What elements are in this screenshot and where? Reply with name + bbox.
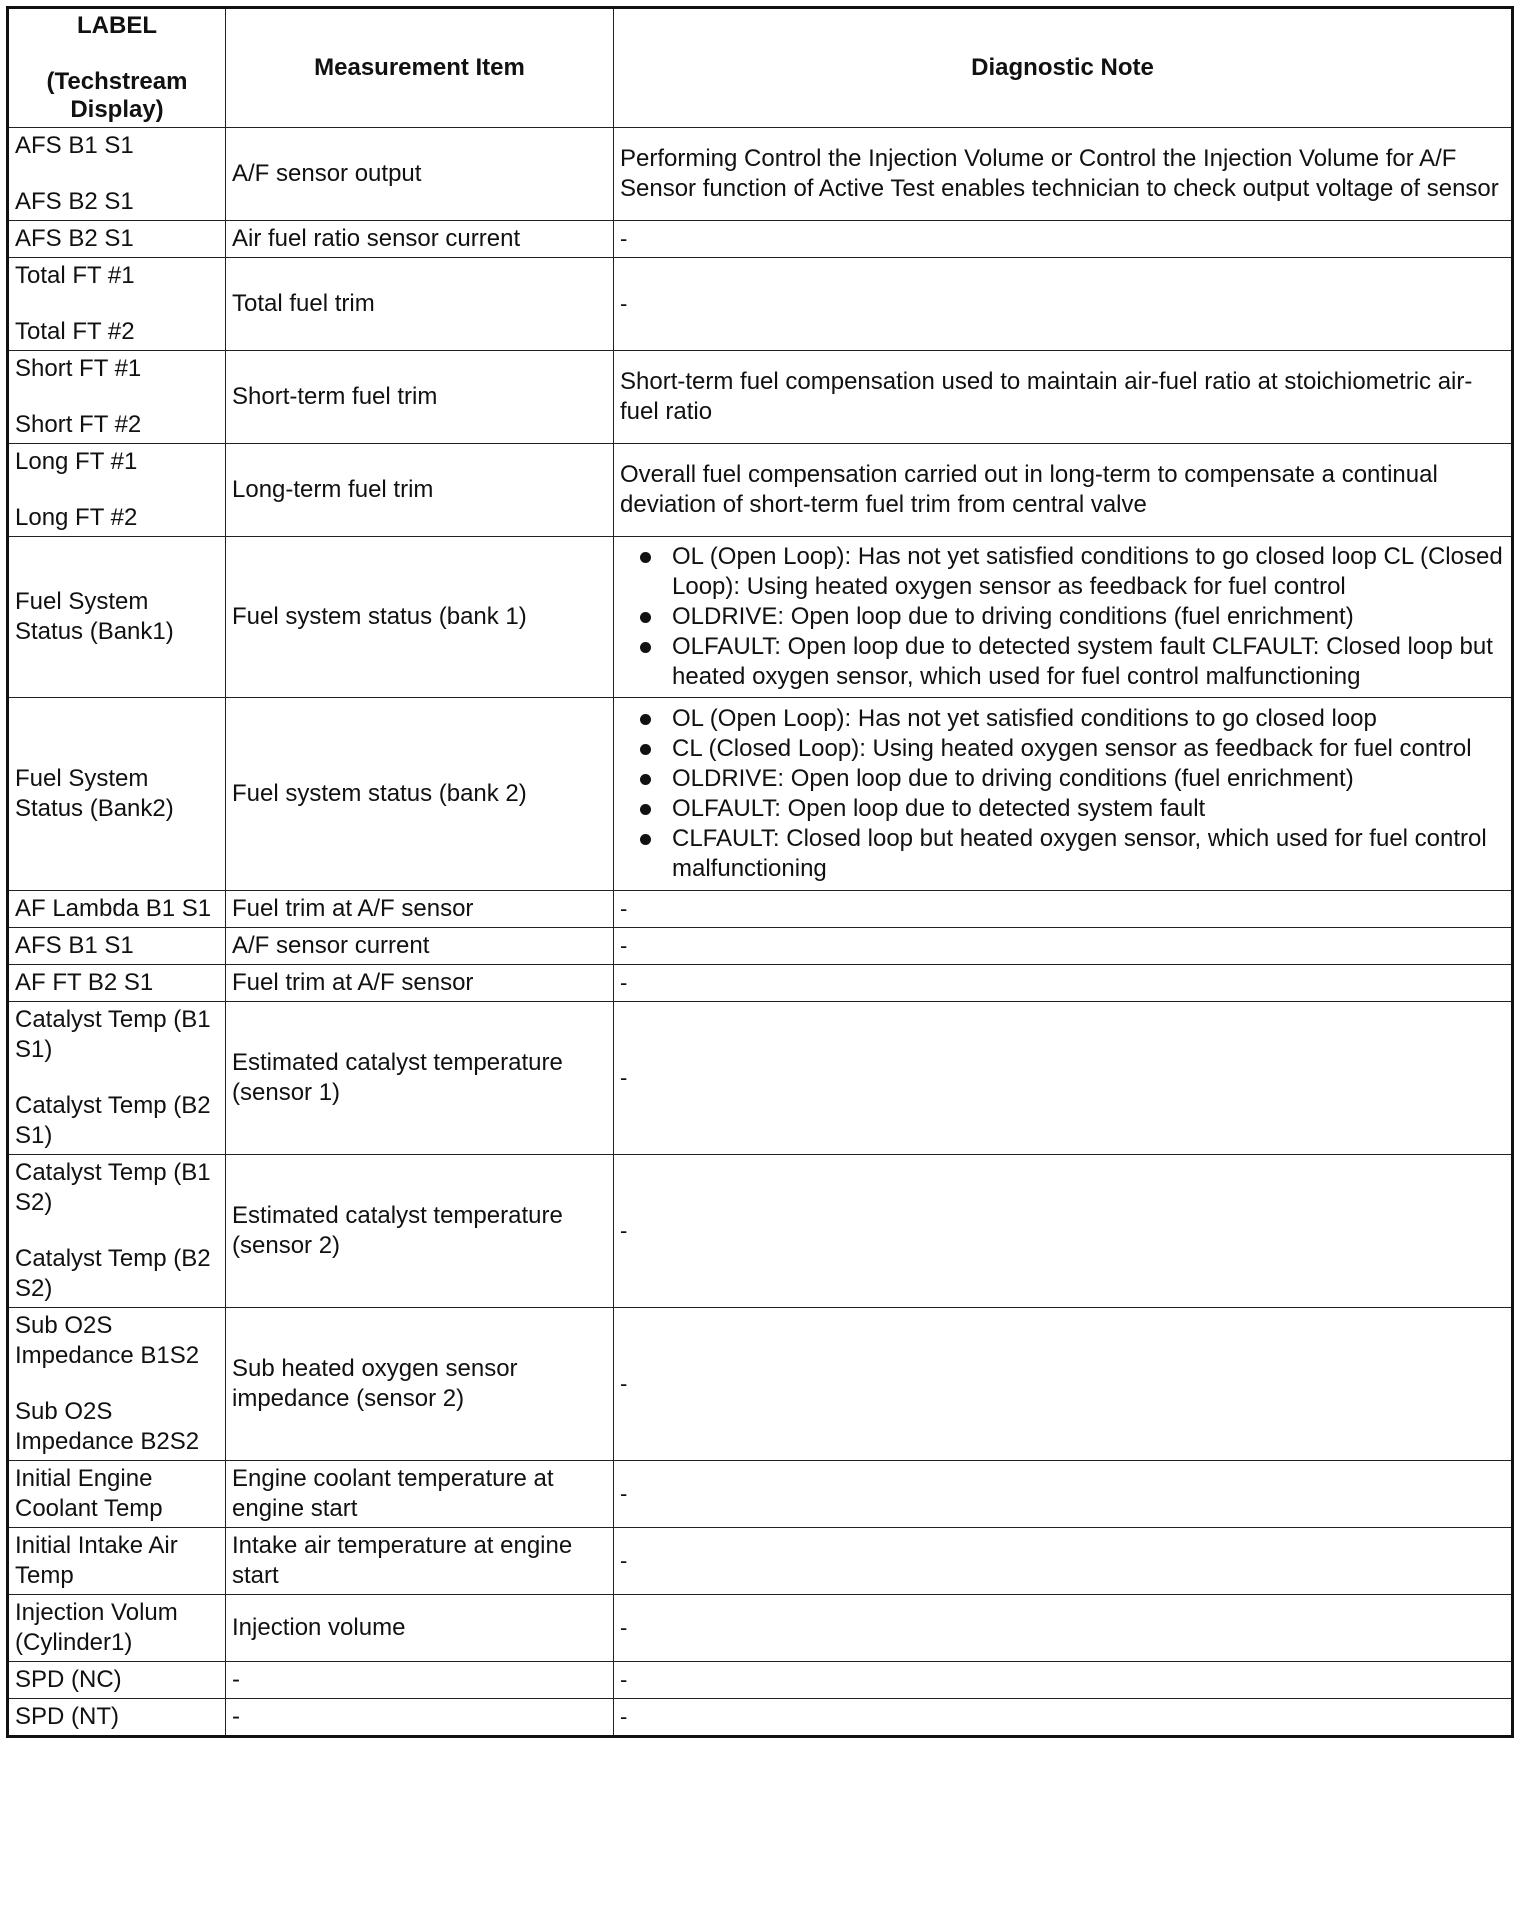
table-row — [8, 537, 1513, 698]
label-text: Sub O2S Impedance B2S2 — [15, 1398, 200, 1455]
label-text: SPD (NT) — [15, 1703, 119, 1730]
cell-measurement-item: Air fuel ratio sensor current — [226, 221, 614, 258]
label-text: AF Lambda B1 S1 — [15, 895, 212, 922]
cell-measurement-item: A/F sensor output — [226, 128, 614, 221]
label-text: Initial Engine Coolant Temp — [15, 1465, 163, 1522]
cell-label — [8, 928, 226, 965]
cell-label — [8, 1595, 226, 1662]
label-text: Injection Volum (Cylinder1) — [15, 1599, 178, 1656]
label-text: Catalyst Temp (B1 S2) — [15, 1159, 211, 1216]
label-text: Short FT #1 — [15, 355, 142, 382]
cell-diagnostic-note: - — [614, 258, 1513, 351]
bullet-item: OL (Open Loop): Has not yet satisfied conditions to go closed loop — [668, 704, 1505, 734]
table-row — [8, 1002, 1513, 1155]
table-header-row — [8, 8, 1513, 128]
diagnostic-bullet-list — [620, 704, 1505, 884]
cell-diagnostic-note: Overall fuel compensation carried out in long-term to compensate a continual deviation of short-term fuel trim from central valve — [614, 444, 1513, 537]
cell-label — [8, 351, 226, 444]
label-text: Sub O2S Impedance B1S2 — [15, 1312, 200, 1369]
table-row — [8, 1595, 1513, 1662]
label-text: AFS B1 S1 — [15, 132, 134, 159]
table-row — [8, 1461, 1513, 1528]
label-text: Initial Intake Air Temp — [15, 1532, 178, 1589]
cell-measurement-item: Estimated catalyst temperature (sensor 2) — [226, 1155, 614, 1308]
cell-diagnostic-note: - — [614, 1595, 1513, 1662]
label-text: Short FT #2 — [15, 411, 142, 438]
bullet-item: CL (Closed Loop): Using heated oxygen sensor as feedback for fuel control — [668, 734, 1505, 764]
table-row — [8, 1662, 1513, 1699]
table-row — [8, 891, 1513, 928]
cell-label — [8, 891, 226, 928]
cell-measurement-item: Total fuel trim — [226, 258, 614, 351]
cell-label — [8, 444, 226, 537]
label-text: SPD (NC) — [15, 1666, 122, 1693]
cell-label — [8, 1155, 226, 1308]
label-text: AFS B2 S1 — [15, 188, 134, 215]
label-text: AF FT B2 S1 — [15, 969, 154, 996]
cell-label — [8, 1662, 226, 1699]
bullet-item: OLFAULT: Open loop due to detected system fault CLFAULT: Closed loop but heated oxygen sensor, which used for fuel control malfunctioning — [668, 632, 1505, 692]
label-text: Total FT #1 — [15, 262, 135, 289]
label-text: Catalyst Temp (B1 S1) — [15, 1006, 211, 1063]
cell-label — [8, 128, 226, 221]
table-row — [8, 698, 1513, 891]
cell-diagnostic-note: - — [614, 1461, 1513, 1528]
diagnostic-bullet-list — [620, 542, 1505, 692]
cell-label — [8, 537, 226, 698]
cell-measurement-item: Intake air temperature at engine start — [226, 1528, 614, 1595]
cell-measurement-item: Engine coolant temperature at engine start — [226, 1461, 614, 1528]
bullet-item: OL (Open Loop): Has not yet satisfied conditions to go closed loop CL (Closed Loop): Using heated oxygen sensor as feedback for fuel control — [668, 542, 1505, 602]
cell-diagnostic-note: - — [614, 1699, 1513, 1737]
label-text: Catalyst Temp (B2 S2) — [15, 1245, 211, 1302]
cell-measurement-item: Fuel system status (bank 2) — [226, 698, 614, 891]
cell-diagnostic-note: - — [614, 1528, 1513, 1595]
cell-diagnostic-note — [614, 698, 1513, 891]
cell-diagnostic-note: - — [614, 965, 1513, 1002]
cell-diagnostic-note — [614, 537, 1513, 698]
table-row — [8, 1699, 1513, 1737]
cell-measurement-item: Fuel trim at A/F sensor — [226, 965, 614, 1002]
cell-label — [8, 965, 226, 1002]
label-text: Long FT #1 — [15, 448, 138, 475]
cell-measurement-item: - — [226, 1699, 614, 1737]
cell-measurement-item: Sub heated oxygen sensor impedance (sensor 2) — [226, 1308, 614, 1461]
label-text: Total FT #2 — [15, 318, 135, 345]
label-text: AFS B2 S1 — [15, 225, 134, 252]
header-label — [8, 8, 226, 128]
cell-label — [8, 221, 226, 258]
table-row — [8, 221, 1513, 258]
label-text: Fuel System Status (Bank1) — [15, 588, 174, 645]
bullet-item: CLFAULT: Closed loop but heated oxygen sensor, which used for fuel control malfunctioning — [668, 824, 1505, 884]
table-row — [8, 1308, 1513, 1461]
cell-label — [8, 1699, 226, 1737]
cell-measurement-item: Short-term fuel trim — [226, 351, 614, 444]
table-row — [8, 965, 1513, 1002]
cell-diagnostic-note: - — [614, 1308, 1513, 1461]
table-row — [8, 1155, 1513, 1308]
cell-label — [8, 698, 226, 891]
table-body — [8, 128, 1513, 1737]
label-text: Fuel System Status (Bank2) — [15, 765, 174, 822]
table-row — [8, 128, 1513, 221]
table-row — [8, 444, 1513, 537]
cell-label — [8, 1002, 226, 1155]
cell-diagnostic-note: - — [614, 928, 1513, 965]
cell-diagnostic-note: - — [614, 891, 1513, 928]
header-diagnostic-note: Diagnostic Note — [614, 8, 1513, 128]
table-row — [8, 928, 1513, 965]
bullet-item: OLDRIVE: Open loop due to driving conditions (fuel enrichment) — [668, 764, 1505, 794]
cell-measurement-item: - — [226, 1662, 614, 1699]
cell-diagnostic-note: - — [614, 1002, 1513, 1155]
label-text: Catalyst Temp (B2 S1) — [15, 1092, 211, 1149]
cell-label — [8, 1308, 226, 1461]
cell-label — [8, 1528, 226, 1595]
data-list-table — [6, 6, 1514, 1738]
cell-diagnostic-note: - — [614, 1155, 1513, 1308]
cell-label — [8, 1461, 226, 1528]
header-measurement-item: Measurement Item — [226, 8, 614, 128]
header-label-title: LABEL — [77, 12, 157, 39]
cell-label — [8, 258, 226, 351]
bullet-item: OLFAULT: Open loop due to detected system fault — [668, 794, 1505, 824]
header-label-subtitle: (Techstream Display) — [46, 68, 188, 123]
cell-measurement-item: Fuel trim at A/F sensor — [226, 891, 614, 928]
cell-measurement-item: Estimated catalyst temperature (sensor 1) — [226, 1002, 614, 1155]
table-row — [8, 351, 1513, 444]
cell-measurement-item: Fuel system status (bank 1) — [226, 537, 614, 698]
cell-diagnostic-note: Short-term fuel compensation used to maintain air-fuel ratio at stoichiometric air-fuel ratio — [614, 351, 1513, 444]
label-text: Long FT #2 — [15, 504, 138, 531]
cell-measurement-item: Injection volume — [226, 1595, 614, 1662]
cell-diagnostic-note: - — [614, 221, 1513, 258]
cell-measurement-item: A/F sensor current — [226, 928, 614, 965]
cell-diagnostic-note: - — [614, 1662, 1513, 1699]
table-row — [8, 1528, 1513, 1595]
table-row — [8, 258, 1513, 351]
cell-measurement-item: Long-term fuel trim — [226, 444, 614, 537]
bullet-item: OLDRIVE: Open loop due to driving conditions (fuel enrichment) — [668, 602, 1505, 632]
label-text: AFS B1 S1 — [15, 932, 134, 959]
cell-diagnostic-note: Performing Control the Injection Volume or Control the Injection Volume for A/F Sensor function of Active Test enables technician to check output voltage of sensor — [614, 128, 1513, 221]
